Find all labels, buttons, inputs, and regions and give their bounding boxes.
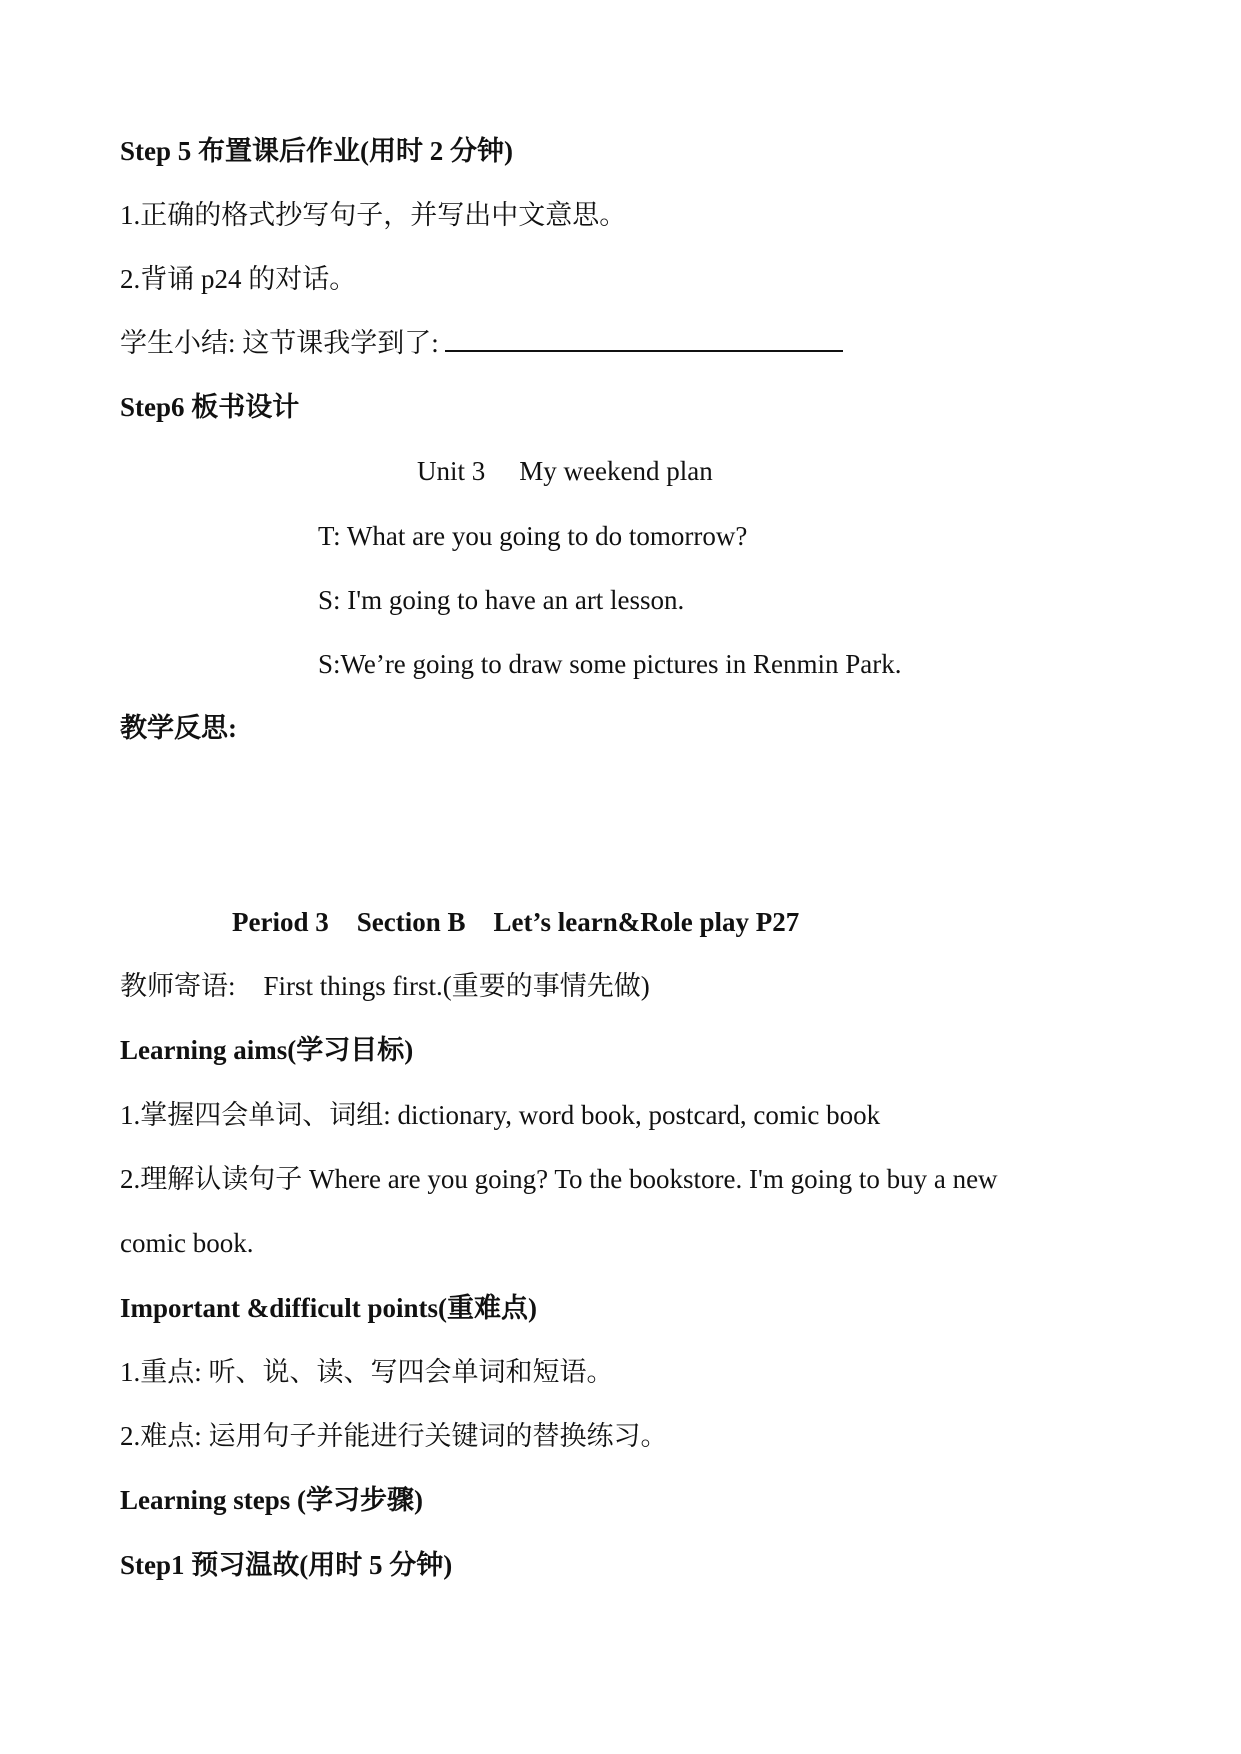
board-title bbox=[417, 453, 713, 489]
teacher-words-text: First things first.(重要的事情先做) bbox=[263, 971, 650, 1001]
step6-heading: Step6 板书设计 bbox=[120, 392, 300, 422]
learning-aim-2: 2.理解认读句子 Where are you going? To the bookstore. I'm going to buy a new bbox=[120, 1164, 998, 1194]
key-points-heading: Important &difficult points(重难点) bbox=[120, 1293, 537, 1323]
board-line-2: S: I'm going to have an art lesson. bbox=[318, 585, 685, 615]
step1-heading: Step1 预习温故(用时 5 分钟) bbox=[120, 1550, 453, 1580]
student-summary-label: 学生小结: 这节课我学到了: bbox=[120, 328, 439, 358]
learning-aim-1: 1.掌握四会单词、词组: dictionary, word book, postcard, comic book bbox=[120, 1100, 881, 1130]
key-point-1: 1.重点: 听、说、读、写四会单词和短语。 bbox=[120, 1357, 614, 1387]
teacher-words-label: 教师寄语: bbox=[120, 971, 236, 1001]
period-topic: Let’s learn&Role play P27 bbox=[493, 907, 800, 937]
key-point-2: 2.难点: 运用句子并能进行关键词的替换练习。 bbox=[120, 1421, 668, 1451]
board-unit: Unit 3 bbox=[417, 456, 486, 486]
student-summary bbox=[120, 325, 843, 361]
step5-heading: Step 5 布置课后作业(用时 2 分钟) bbox=[120, 136, 513, 166]
teaching-reflection-heading: 教学反思: bbox=[120, 713, 237, 743]
learning-aims-heading: Learning aims(学习目标) bbox=[120, 1035, 414, 1065]
board-unit-title: My weekend plan bbox=[519, 456, 713, 486]
board-line-3: S:We’re going to draw some pictures in Renmin Park. bbox=[318, 649, 902, 679]
learning-steps-heading: Learning steps (学习步骤) bbox=[120, 1485, 423, 1515]
answer-blank-line bbox=[445, 326, 843, 352]
learning-aim-2-continued: comic book. bbox=[120, 1228, 254, 1258]
period-number: Period 3 bbox=[232, 907, 329, 937]
homework-item-1: 1.正确的格式抄写句子，并写出中文意思。 bbox=[120, 200, 627, 230]
homework-item-2: 2.背诵 p24 的对话。 bbox=[120, 264, 357, 294]
period-section: Section B bbox=[356, 907, 466, 937]
teacher-words bbox=[120, 968, 650, 1004]
period-heading bbox=[232, 904, 799, 940]
board-line-1: T: What are you going to do tomorrow? bbox=[318, 521, 748, 551]
